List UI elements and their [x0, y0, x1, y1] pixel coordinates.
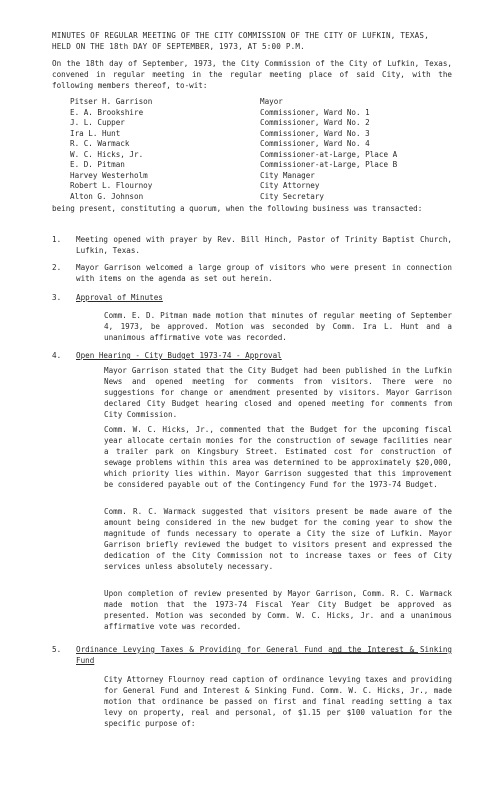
- item-paragraph: Comm. W. C. Hicks, Jr., commented that the Budget for the upcoming fiscal year allocate certain monies for the construction of sewage facilities near a trailer park on Kingsbury Street. Estimated cost for construction of sewage problems within this area was determined to be approximately $20,000, which priority lies within. Mayor Garrison suggested that this improvement be considered payable out of the Contingency Fund for the 1973-74 Budget.: [104, 425, 452, 489]
- member-name: J. L. Cupper: [70, 118, 125, 127]
- member-name: Pitser H. Garrison: [70, 97, 153, 106]
- member-name: W. C. Hicks, Jr.: [70, 149, 144, 159]
- item-text: Mayor Garrison welcomed a large group of visitors who were present in connection with items on the agenda as set out herein.: [76, 263, 452, 283]
- member-name: Ira L. Hunt: [70, 128, 121, 138]
- item-number: 5.: [52, 645, 62, 654]
- roster-row: [70, 149, 430, 160]
- roster-row: [70, 159, 430, 170]
- attendance-roster: [70, 96, 430, 201]
- member-title: City Manager: [260, 170, 315, 180]
- item-title: Approval of Minutes: [76, 293, 163, 302]
- member-title: Commissioner-at-Large, Place A: [260, 149, 398, 159]
- item-paragraph: Upon completion of review presented by Mayor Garrison, Comm. R. C. Warmack made motion that the 1973-74 Fiscal Year City Budget be approved as presented. Motion was seconded by Comm. W. C. Hicks, Jr. and a unanimous affirmative vote was recorded.: [104, 589, 452, 631]
- member-name: Alton G. Johnson: [70, 191, 144, 201]
- item-paragraph: City Attorney Flournoy read caption of ordinance levying taxes and providing for General Fund and Interest & Sinking Fund. Comm. W. C. Hicks, Jr., made motion that ordinance be passed on first and final reading setting a tax levy on property, real and personal, of $1.15 per $100 valuation for the specific purpose of:: [104, 675, 452, 728]
- roster-row: [70, 96, 430, 107]
- member-name: Robert L. Flournoy: [70, 181, 153, 190]
- quorum-paragraph: being present, constituting a quorum, when the following business was transacted:: [52, 204, 423, 213]
- item-title: Ordinance Levying Taxes & Providing for General Fund and the Interest & Sinking Fund: [76, 645, 452, 665]
- item-paragraph: Mayor Garrison stated that the City Budget had been published in the Lufkin News and opened meeting for comments from visitors. There were no suggestions for change or amendment presented by visitors. Mayor Garrison declared City Budget hearing closed and opened meeting for comments from City Commission.: [104, 366, 452, 419]
- item-number: 4.: [52, 351, 62, 360]
- item-title: Open Hearing - City Budget 1973-74 - Approval: [76, 351, 282, 360]
- agenda-item-2: [52, 262, 452, 284]
- blank-rule: [332, 652, 418, 653]
- agenda-item-3: [52, 292, 452, 303]
- item-text: Meeting opened with prayer by Rev. Bill Hinch, Pastor of Trinity Baptist Church, Lufkin, Texas.: [76, 235, 452, 255]
- member-title: Mayor: [260, 97, 283, 106]
- roster-row: [70, 170, 430, 181]
- roster-row: [70, 107, 430, 118]
- member-name: Harvey Westerholm: [70, 170, 148, 180]
- member-name: E. D. Pitman: [70, 160, 125, 169]
- roster-row: [70, 117, 430, 128]
- roster-row: [70, 138, 430, 149]
- member-title: Commissioner, Ward No. 2: [260, 118, 370, 127]
- roster-row: [70, 128, 430, 139]
- agenda-item-1: [52, 234, 452, 256]
- agenda-item-4: [52, 350, 452, 361]
- agenda-item-5: [52, 644, 452, 666]
- member-title: City Secretary: [260, 191, 325, 201]
- item-number: 2.: [52, 263, 62, 272]
- member-title: Commissioner-at-Large, Place B: [260, 160, 398, 169]
- item-number: 1.: [52, 235, 62, 244]
- roster-row: [70, 191, 430, 202]
- member-name: E. A. Brookshire: [70, 107, 144, 117]
- member-title: City Attorney: [260, 181, 320, 190]
- item-paragraph: Comm. R. C. Warmack suggested that visitors present be made aware of the amount being considered in the new budget for the coming year to show the magnitude of funds necessary to operate a City the size of Lufkin. Mayor Garrison briefly reviewed the budget to visitors present and expressed the dedication of the City Commission not to increase taxes or fees of City services unless absolutely necessary.: [104, 507, 452, 571]
- document-heading: MINUTES OF REGULAR MEETING OF THE CITY COMMISSION OF THE CITY OF LUFKIN, TEXAS, HELD ON THE 18th DAY OF SEPTEMBER, 1973, AT 5:00 P.M.: [52, 31, 429, 51]
- member-title: Commissioner, Ward No. 3: [260, 128, 370, 138]
- item-number: 3.: [52, 293, 62, 302]
- roster-row: [70, 180, 430, 191]
- item-paragraph: Comm. E. D. Pitman made motion that minutes of regular meeting of September 4, 1973, be approved. Motion was seconded by Comm. Ira L. Hunt and a unanimous affirmative vote was recorded.: [104, 311, 452, 342]
- intro-paragraph: On the 18th day of September, 1973, the City Commission of the City of Lufkin, Texas, convened in regular meeting in the regular meeting place of said City, with the following members thereof, to-wit:: [52, 59, 452, 90]
- member-title: Commissioner, Ward No. 1: [260, 107, 370, 117]
- member-title: Commissioner, Ward No. 4: [260, 139, 370, 148]
- member-name: R. C. Warmack: [70, 139, 130, 148]
